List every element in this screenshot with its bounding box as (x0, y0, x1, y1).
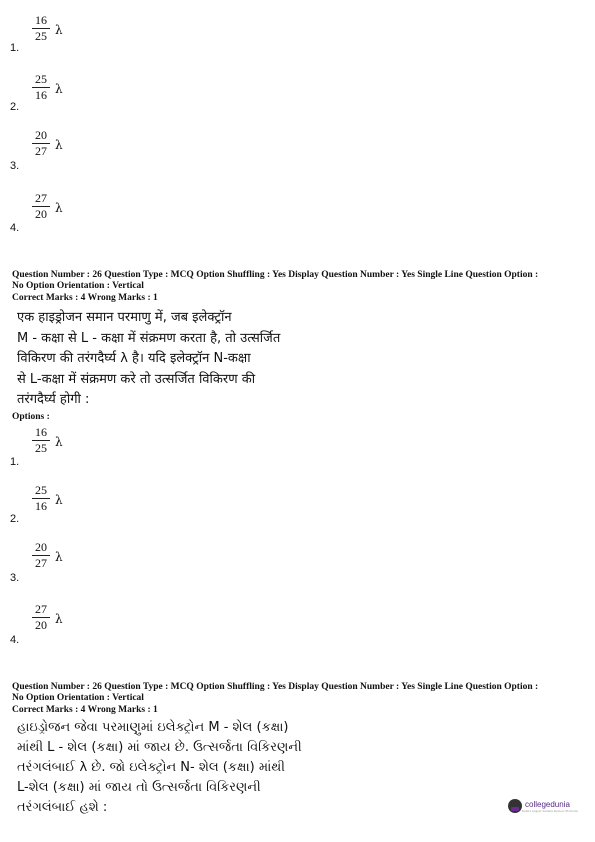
question-text (17, 308, 317, 411)
question-text-line: માંથી L - શેલ (કક્ષા) માં જાય છે. ઉત્સર્જતા વિકિરણની (17, 740, 302, 755)
option-number: 1. (10, 42, 20, 54)
question-marks: Correct Marks : 4 Wrong Marks : 1 (12, 293, 158, 303)
fraction-denominator: 20 (35, 207, 47, 221)
question-meta (12, 270, 538, 292)
fraction-denominator: 25 (35, 441, 47, 455)
fraction-denominator: 16 (35, 499, 47, 513)
lambda-symbol: λ (55, 612, 63, 626)
question-text-line: તરંગલંબાઈ હશે : (17, 800, 108, 815)
question-text-line: L-શેલ (કક્ષા) માં જાય તો ઉત્સર્જતા વિકિરણની (17, 780, 261, 795)
fraction (32, 73, 50, 102)
option-number: 3. (10, 572, 20, 584)
fraction-denominator: 20 (35, 618, 47, 632)
fraction-denominator: 16 (35, 88, 47, 102)
question-meta-line: Question Number : 26 Question Type : MCQ Option Shuffling : Yes Display Question Number : Yes Single Line Question Option : (12, 270, 539, 280)
lambda-symbol: λ (55, 493, 63, 507)
lambda-symbol: λ (55, 138, 63, 152)
graduate-cap-icon (508, 799, 522, 813)
fraction (32, 603, 50, 632)
question-text (17, 718, 317, 818)
option-number: 2. (10, 101, 20, 113)
question-text-line: તરંગલંબાઈ λ છે. જો ઇલેક્ટ્રોન N- શેલ (કક્ષા) માંથી (17, 760, 285, 775)
question-meta-line: Question Number : 26 Question Type : MCQ Option Shuffling : Yes Display Question Number : Yes Single Line Question Option : (12, 682, 539, 692)
collegedunia-logo (508, 799, 578, 813)
fraction-numerator: 16 (35, 425, 47, 439)
question-meta-line: No Option Orientation : Vertical (12, 693, 144, 703)
question-text-line: तरंगदैर्घ्य होगी : (17, 392, 90, 407)
fraction-numerator: 25 (35, 483, 47, 497)
option-number: 2. (10, 513, 20, 525)
question-text-line: M - कक्षा से L - कक्षा में संक्रमण करता है, तो उत्सर्जित (17, 330, 281, 346)
fraction-denominator: 27 (35, 556, 47, 570)
fraction-numerator: 20 (35, 128, 47, 142)
option-number: 4. (10, 222, 20, 234)
options-label: Options : (12, 412, 50, 422)
lambda-symbol: λ (55, 201, 63, 215)
fraction (32, 484, 50, 513)
question-meta (12, 682, 538, 704)
fraction (32, 541, 50, 570)
fraction (32, 192, 50, 221)
question-text-line: से L-कक्षा में संक्रमण करे तो उत्सर्जित विकिरण की (17, 371, 256, 387)
question-text-line: विकिरण की तरंगदैर्घ्य λ है। यदि इलेक्ट्रॉन N-कक्षा (17, 351, 251, 366)
question-marks: Correct Marks : 4 Wrong Marks : 1 (12, 705, 158, 715)
question-text-line: एक हाइड्रोजन समान परमाणु में, जब इलेक्ट्रॉन (17, 310, 232, 325)
lambda-symbol: λ (55, 435, 63, 449)
fraction (32, 129, 50, 158)
fraction-numerator: 27 (35, 602, 47, 616)
option-number: 4. (10, 634, 20, 646)
fraction-denominator: 25 (35, 29, 47, 43)
lambda-symbol: λ (55, 82, 63, 96)
question-text-line: હાઇડ્રોજન જેવા પરમાણુમાં ઇલેક્ટ્રોન M - શેલ (કક્ષા) (17, 720, 289, 735)
fraction (32, 426, 50, 455)
fraction-numerator: 25 (35, 72, 47, 86)
lambda-symbol: λ (55, 23, 63, 37)
fraction-denominator: 27 (35, 144, 47, 158)
lambda-symbol: λ (55, 550, 63, 564)
option-number: 3. (10, 160, 20, 172)
fraction-numerator: 27 (35, 191, 47, 205)
fraction-numerator: 20 (35, 540, 47, 554)
fraction-numerator: 16 (35, 13, 47, 27)
question-meta-line: No Option Orientation : Vertical (12, 281, 144, 291)
fraction (32, 14, 50, 43)
logo-tagline: India's largest Student Review Platform (522, 808, 578, 813)
option-number: 1. (10, 456, 20, 468)
logo-brand: collegedunia (525, 799, 570, 809)
